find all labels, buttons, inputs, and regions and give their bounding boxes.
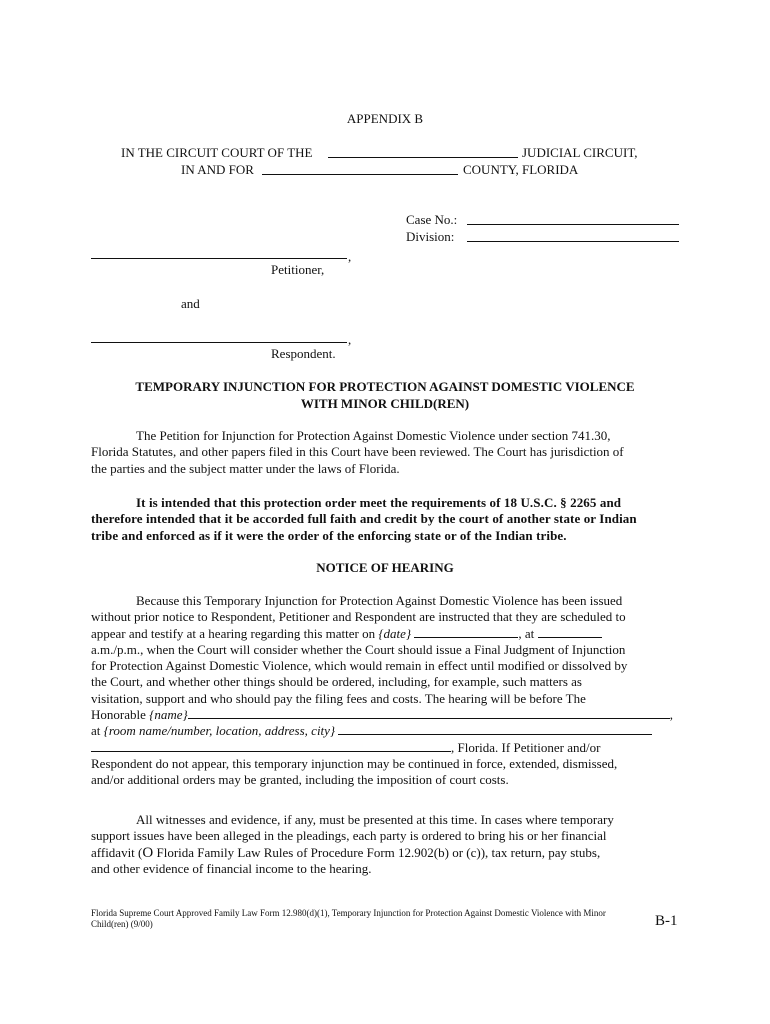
page-number: B-1 xyxy=(655,913,678,929)
date-placeholder: {date} xyxy=(378,625,412,641)
and-label: and xyxy=(181,296,200,311)
notice-line7: visitation, support and who should pay the filing fees and costs. The hearing will be before The xyxy=(91,690,586,706)
hearing-time-field[interactable] xyxy=(538,626,602,638)
at-label: , at xyxy=(518,625,535,641)
petitioner-comma: , xyxy=(348,249,352,264)
notice-line6: the Court, and whether other things should be ordered, including, for example, such matters as xyxy=(91,674,582,690)
footer-line1: Florida Supreme Court Approved Family Law Form 12.980(d)(1), Temporary Injunction for Protection Against Domestic Violence with Minor xyxy=(91,908,606,918)
appendix-label: APPENDIX B xyxy=(346,111,424,126)
bold-line1: It is intended that this protection order meet the requirements of 18 U.S.C. § 2265 and xyxy=(136,495,622,510)
wit-line4: and other evidence of financial income to the hearing. xyxy=(91,860,372,876)
document-title-line1: TEMPORARY INJUNCTION FOR PROTECTION AGAINST DOMESTIC VIOLENCE xyxy=(135,379,635,394)
court-line2-suffix: COUNTY, FLORIDA xyxy=(463,162,579,177)
respondent-comma: , xyxy=(348,332,352,347)
form-checkbox[interactable]: O xyxy=(142,844,154,861)
wit-line3-suffix: Florida Family Law Rules of Procedure Form 12.902(b) or (c)), tax return, pay stubs, xyxy=(153,844,601,860)
hearing-date-field[interactable] xyxy=(414,626,518,638)
notice-line11: Respondent do not appear, this temporary injunction may be continued in force, extended, dismissed, xyxy=(91,755,618,771)
notice-line10: , Florida. If Petitioner and/or xyxy=(451,739,601,755)
judge-name-field[interactable] xyxy=(188,707,670,719)
at-prefix: at xyxy=(91,723,101,739)
full-faith-credit-paragraph xyxy=(91,495,681,544)
notice-line1: Because this Temporary Injunction for Protection Against Domestic Violence has been issued xyxy=(136,593,623,608)
para1-line3: the parties and the subject matter under the laws of Florida. xyxy=(91,460,400,476)
name-placeholder: {name} xyxy=(149,707,188,723)
footer-line2: Child(ren) (9/00) xyxy=(91,919,153,929)
para1-line2: Florida Statutes, and other papers filed in this Court have been reviewed. The Court has jurisdiction of xyxy=(91,444,624,460)
room-placeholder: {room name/number, location, address, city} xyxy=(103,723,336,739)
respondent-name-field[interactable] xyxy=(91,342,347,343)
document-title-line2: WITH MINOR CHILD(REN) xyxy=(300,396,470,411)
honorable-label: Honorable xyxy=(91,707,146,723)
witnesses-paragraph xyxy=(91,812,681,877)
bold-line2: therefore intended that it be accorded full faith and credit by the court of another state or Indian xyxy=(91,511,637,527)
case-no-field[interactable] xyxy=(467,224,679,225)
jurisdiction-paragraph xyxy=(91,428,681,477)
notice-of-hearing-heading: NOTICE OF HEARING xyxy=(316,560,454,575)
para1-line1: The Petition for Injunction for Protection Against Domestic Violence under section 741.30, xyxy=(136,428,611,443)
notice-line2: without prior notice to Respondent, Petitioner and Respondent are instructed that they are scheduled to xyxy=(91,609,626,625)
case-no-label: Case No.: xyxy=(406,212,458,227)
notice-paragraph xyxy=(91,593,681,789)
respondent-label: Respondent. xyxy=(271,346,336,361)
notice-line3: appear and testify at a hearing regarding this matter on xyxy=(91,625,376,641)
wit-line2: support issues have been alleged in the pleadings, each party is ordered to bring his or her financial xyxy=(91,828,607,844)
hearing-location-field-cont[interactable] xyxy=(91,740,451,752)
wit-line1: All witnesses and evidence, if any, must be presented at this time. In cases where temporary xyxy=(136,812,614,827)
judicial-circuit-blank[interactable] xyxy=(328,157,518,158)
form-footer xyxy=(91,908,691,930)
wit-line3-prefix: affidavit ( xyxy=(91,844,143,860)
petitioner-name-field[interactable] xyxy=(91,258,347,259)
hearing-location-field[interactable] xyxy=(338,723,652,735)
county-blank[interactable] xyxy=(262,174,458,175)
notice-line4: a.m./p.m., when the Court will consider whether the Court should issue a Final Judgment of Injunction xyxy=(91,641,626,657)
bold-line3: tribe and enforced as if it were the order of the enforcing state or of the Indian tribe. xyxy=(91,527,567,543)
division-field[interactable] xyxy=(467,241,679,242)
honorable-comma: , xyxy=(669,707,673,723)
division-label: Division: xyxy=(406,229,455,244)
court-line2-prefix: IN AND FOR xyxy=(181,162,254,177)
petitioner-label: Petitioner, xyxy=(271,262,325,277)
notice-line12: and/or additional orders may be granted, including the imposition of court costs. xyxy=(91,772,509,788)
court-line1-suffix: JUDICIAL CIRCUIT, xyxy=(522,145,638,160)
court-line1-prefix: IN THE CIRCUIT COURT OF THE xyxy=(121,145,313,160)
notice-line5: for Protection Against Domestic Violence, which would remain in effect until modified or dissolved by xyxy=(91,658,628,674)
